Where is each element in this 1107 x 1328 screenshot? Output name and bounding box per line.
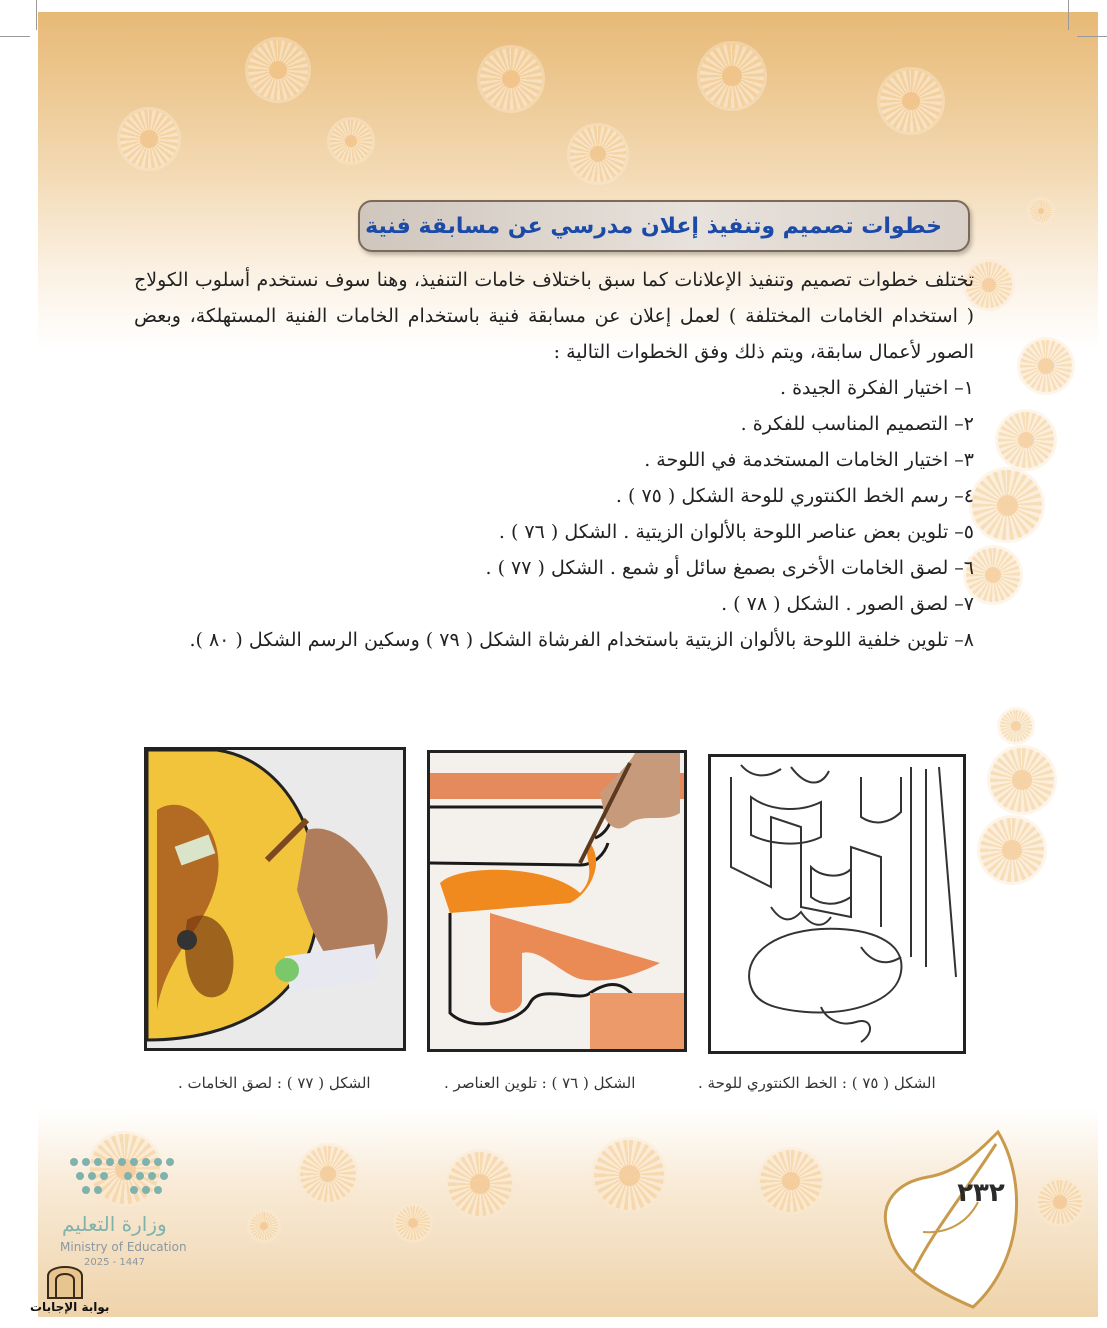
flower-ornament [120, 110, 178, 168]
flower-ornament [1000, 710, 1032, 742]
flower-ornament [880, 70, 942, 132]
flower-ornament [448, 1152, 512, 1216]
step-item: ١– اختيار الفكرة الجيدة . [780, 377, 974, 399]
contour-drawing-image [711, 757, 963, 1051]
figure-76-painting-elements [427, 750, 687, 1052]
crop-mark [0, 36, 30, 37]
painting-elements-image [430, 753, 684, 1049]
step-item: ٨– تلوين خلفية اللوحة بالألوان الزيتية باستخدام الفرشاة الشكل ( ٧٩ ) وسكين الرسم الشكل ( ٨٠ ). [189, 629, 974, 651]
flower-ornament [966, 548, 1020, 602]
ministry-name-arabic: وزارة التعليم [62, 1212, 167, 1236]
flower-ornament [248, 40, 308, 100]
flower-ornament [980, 818, 1044, 882]
flower-ornament [990, 748, 1054, 812]
section-title: خطوات تصميم وتنفيذ إعلان مدرسي عن مسابقة فنية [365, 213, 942, 239]
body-text [134, 262, 974, 658]
flower-ornament [1020, 340, 1072, 392]
flower-ornament [250, 1212, 278, 1240]
section-title-bar [358, 200, 970, 252]
figure-75-caption: الشكل ( ٧٥ ) : الخط الكنتوري للوحة . [698, 1074, 936, 1092]
step-item: ٤– رسم الخط الكنتوري للوحة الشكل ( ٧٥ ) . [615, 485, 974, 507]
page-number-leaf-icon [878, 1122, 1028, 1322]
step-item: ٢– التصميم المناسب للفكرة . [740, 413, 974, 435]
ministry-year: 2025 - 1447 [84, 1257, 145, 1268]
crop-mark [1068, 0, 1069, 30]
flower-ornament [300, 1146, 356, 1202]
step-item: ٧– لصق الصور . الشكل ( ٧٨ ) . [721, 593, 974, 615]
flower-ornament [972, 470, 1042, 540]
flower-ornament [570, 126, 626, 182]
flower-ornament [396, 1206, 430, 1240]
step-item: ٥– تلوين بعض عناصر اللوحة بالألوان الزيتية . الشكل ( ٧٦ ) . [498, 521, 974, 543]
flower-ornament [594, 1140, 664, 1210]
steps-list [134, 370, 974, 658]
step-item: ٣– اختيار الخامات المستخدمة في اللوحة . [644, 449, 974, 471]
page-number: ٢٣٢ [957, 1178, 1005, 1208]
flower-ornament [1038, 1180, 1082, 1224]
intro-paragraph: تختلف خطوات تصميم وتنفيذ الإعلانات كما سبق باختلاف خامات التنفيذ، وهنا سوف نستخدم أسلوب الكولاج ( استخدام الخامات المختلفة ) لعمل إعلان عن مسابقة فنية باستخدام الخامات الفنية المستهلكة، وبعض الصور لأعمال سابقة، ويتم ذلك وفق الخطوات التالية : [134, 269, 974, 363]
flower-ornament [998, 412, 1054, 468]
flower-ornament [1030, 200, 1052, 222]
gluing-materials-image [147, 750, 403, 1048]
flower-ornament [330, 120, 372, 162]
ministry-name-english: Ministry of Education [60, 1240, 187, 1254]
figure-76-caption: الشكل ( ٧٦ ) : تلوين العناصر . [444, 1074, 636, 1092]
step-item: ٦– لصق الخامات الأخرى بصمغ سائل أو شمع . الشكل ( ٧٧ ) . [485, 557, 974, 579]
figure-77-caption: الشكل ( ٧٧ ) : لصق الخامات . [178, 1074, 371, 1092]
flower-ornament [480, 48, 542, 110]
portal-logo-icon [44, 1256, 86, 1300]
crop-mark [1077, 36, 1107, 37]
flower-ornament [760, 1150, 822, 1212]
figure-75-contour-drawing [708, 754, 966, 1054]
flower-ornament [700, 44, 764, 108]
crop-mark [36, 0, 37, 30]
figure-77-gluing-materials [144, 747, 406, 1051]
portal-watermark: بوابة الإجابات [30, 1300, 110, 1314]
